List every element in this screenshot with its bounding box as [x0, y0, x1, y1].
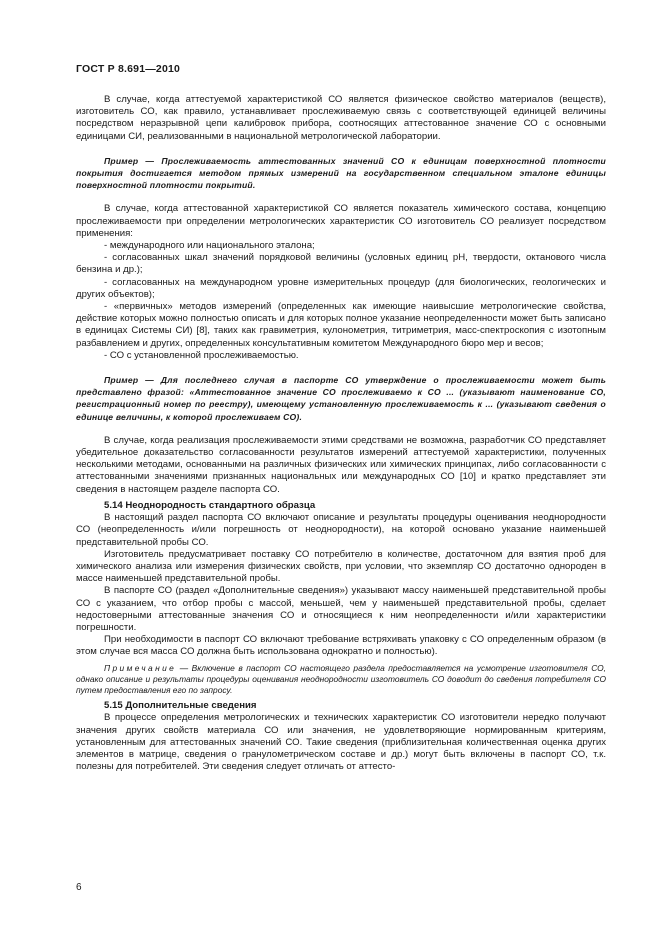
paragraph-shaking: При необходимости в паспорт СО включают требование встряхивать упаковку с СО определенным образом (в этом случае вся масса СО должна быть использована однократно и полностью).: [76, 634, 606, 658]
paragraph-traceability-not-possible: В случае, когда реализация прослеживаемости этими средствами не возможна, разработчик СО представляет убедительное доказательство согласованности результатов измерений аттестуемой характеристики, полученных несколькими методами, основанными на различных физических или химических принципах, либо согласованности с аттестованными значениями признанных национальных или международных СО [10] и кратко представляет эти сведения в настоящем разделе паспорта СО.: [76, 434, 606, 495]
list-item: - международного или национального эталона;: [104, 240, 315, 252]
list-item: - «первичных» методов измерений (определенных как имеющие наивысшие метрологические свойства, действие которых можно полностью описать и для которых полное указание неопределенности может быть записано в единицах Системы СИ) [8], таких как гравиметрия, кулонометрия, титриметрия, масс-спектроскопия с изотопным разбавлением и других, определенных консультативным комитетом Международного бюро мер и весов;: [76, 301, 606, 349]
paragraph-chemical-composition: В случае, когда аттестованной характеристикой СО является показатель химического состава, концепцию прослеживаемости при определении метрологических характеристик СО изготовитель СО реализует посредством применения:: [76, 203, 606, 239]
list-item: - СО с установленной прослеживаемостью.: [104, 349, 299, 361]
note-inhomogeneity: [76, 663, 606, 697]
note-text: — Включение в паспорт СО настоящего раздела предоставляется на усмотрение изготовителя СО, однако описание и результаты процедуры оценивания неоднородности изготовитель СО доводит до сведения потребителя СО путем предоставления его по запросу.: [76, 662, 606, 695]
example-traceability-statement: Пример — Для последнего случая в паспорте СО утверждение о прослеживаемости может быть представлено фразой: «Аттестованное значение СО прослеживаемо к СО ... (указывают наименование СО, регистрационный номер по реестру), имеющему установленную прослеживаемость к ... (указывают сведения о единице величины, к которой прослеживаем СО).: [76, 375, 606, 422]
paragraph-supply-quantity: Изготовитель предусматривает поставку СО потребителю в количестве, достаточном для взятия проб для химического анализа или измерения физических свойств, при условии, что экземпляр СО достаточно однороден в массе наименьшей представительной пробы.: [76, 548, 606, 585]
section-heading-5-14: 5.14 Неоднородность стандартного образца: [104, 499, 316, 511]
paragraph-minimum-sample: В паспорте СО (раздел «Дополнительные сведения») указывают массу наименьшей представительной пробы СО с указанием, что отбор пробы с массой, меньшей, чем у наименьшей представительной пробы, сделает недостоверными аттестованные значения СО и относящиеся к ним неопределенности и/или характеристики погрешности.: [76, 585, 606, 633]
page-content: [76, 94, 606, 773]
example-coating-density: Пример — Прослеживаемость аттестованных значений СО к единицам поверхностной плотности покрытия достигается методом прямых измерений на государственном специальном эталоне единицы поверхностной плотности покрытий.: [76, 155, 606, 191]
document-header: ГОСТ Р 8.691—2010: [76, 63, 181, 75]
paragraph-physical-property: В случае, когда аттестуемой характеристикой СО является физическое свойство материалов (веществ), изготовитель СО, как правило, устанавливает прослеживаемую связь с соответствующей единицей величины посредством неразрывной цепи калибровок прибора, соотносящих аттестованное значение СО с основными единицами СИ, реализованными в национальной метрологической лаборатории.: [76, 94, 606, 142]
page-number: 6: [76, 882, 82, 893]
paragraph-additional-info: В процессе определения метрологических и технических характеристик СО изготовители нередко получают значения других свойств материала СО или значения, не удовлетворяющие нормированным критериям, установленным для аттестованных значений СО. Такие сведения (приблизительная количественная оценка других элементов в матрице, сведения о гранулометрическом составе и др.) могут быть включены в паспорт СО, т.к. полезны для потребителей. Эти сведения следует отличать от аттесто-: [76, 712, 606, 773]
section-heading-5-15: 5.15 Дополнительные сведения: [104, 700, 257, 712]
paragraph-inhomogeneity: В настоящий раздел паспорта СО включают описание и результаты процедуры оценивания неоднородности СО (неопределенность и/или погрешность от неоднородности), на которой основано указание наименьшей представительной пробы СО.: [76, 512, 606, 548]
list-item: - согласованных шкал значений порядковой величины (условных единиц pH, твердости, октанового числа бензина и др.);: [76, 252, 606, 276]
note-label: Примечание: [104, 662, 177, 673]
list-item: - согласованных на международном уровне измерительных процедур (для биологических, геологических и других объектов);: [76, 276, 606, 300]
